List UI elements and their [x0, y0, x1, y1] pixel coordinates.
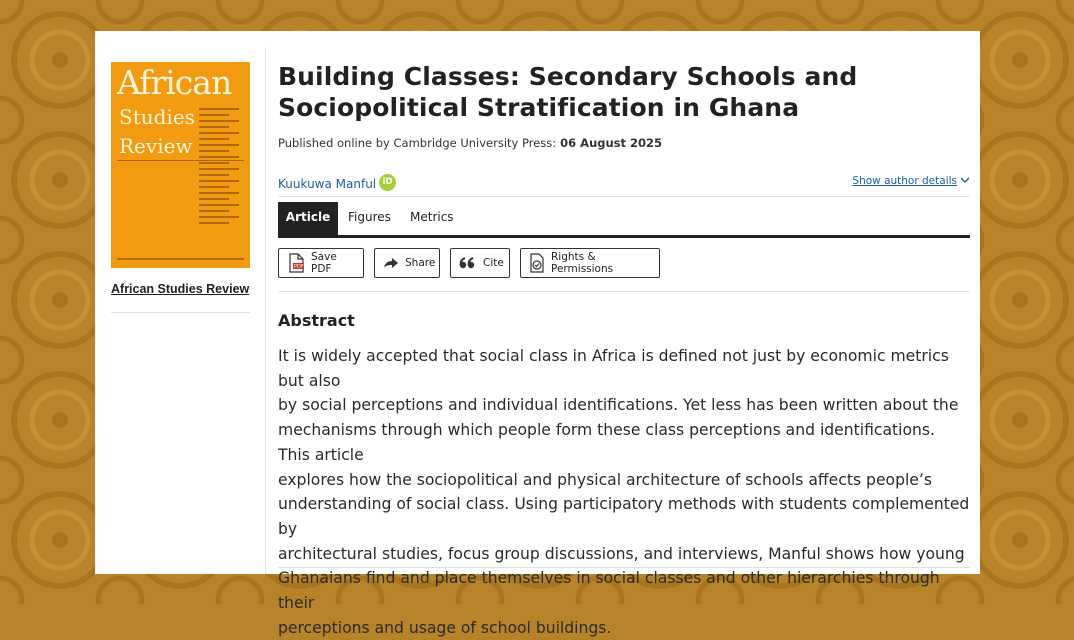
cover-footer-line	[117, 258, 244, 260]
tab-metrics[interactable]: Metrics	[410, 210, 454, 224]
cover-title-review: Review	[119, 134, 193, 158]
show-author-details-link[interactable]	[852, 175, 970, 187]
save-pdf-button[interactable]	[278, 248, 364, 278]
abstract-line: explores how the sociopolitical and physical architecture of schools affects people’s	[278, 470, 932, 489]
abstract-body	[278, 344, 970, 640]
sidebar-divider	[111, 312, 250, 313]
abstract-line: Ghanaians find and place themselves in social classes and other hierarchies through their	[278, 569, 940, 613]
rights-permissions-button[interactable]	[520, 248, 660, 278]
published-date: 06 August 2025	[560, 136, 663, 150]
rights-permissions-label: Rights & Permissions	[551, 251, 614, 275]
publication-info	[278, 136, 970, 150]
abstract-line: architectural studies, focus group discussions, and interviews, Manful shows how young	[278, 544, 965, 563]
chevron-down-icon	[960, 176, 970, 187]
abstract-line: by social perceptions and individual identifications. Yet less has been written about the	[278, 396, 959, 415]
save-pdf-label: Save PDF	[311, 251, 337, 275]
journal-cover[interactable]	[111, 62, 250, 268]
cite-label: Cite	[483, 257, 504, 269]
cover-title-studies: Studies	[119, 105, 195, 129]
journal-sidebar	[111, 62, 250, 313]
orcid-icon[interactable]: iD	[379, 174, 396, 191]
article-card	[95, 31, 980, 637]
share-label: Share	[405, 257, 436, 269]
abstract-line: understanding of social class. Using participatory methods with students complemented by	[278, 495, 970, 538]
article-toolbar	[278, 248, 970, 281]
rights-icon	[529, 253, 545, 273]
tab-article[interactable]: Article	[278, 202, 338, 235]
bottom-divider	[278, 567, 970, 568]
cover-contents-lines	[199, 108, 245, 228]
toolbar-divider	[278, 291, 970, 292]
share-button[interactable]	[374, 248, 440, 278]
journal-name-link[interactable]: African Studies Review	[111, 282, 250, 296]
column-divider	[265, 47, 266, 574]
share-arrow-icon	[383, 257, 399, 269]
author-divider	[278, 196, 970, 197]
article-tabs	[278, 202, 970, 238]
article-title: Building Classes: Secondary Schools and Sociopolitical Stratification in Ghana	[278, 62, 858, 122]
quote-icon	[459, 257, 477, 269]
cover-title-african: African	[117, 63, 232, 102]
pdf-icon	[287, 253, 305, 273]
tab-figures[interactable]: Figures	[348, 210, 391, 224]
published-prefix: Published online by Cambridge University Press:	[278, 136, 557, 150]
cite-button[interactable]	[450, 248, 510, 278]
show-author-details-label: Show author details	[852, 175, 957, 187]
abstract-line: perceptions and usage of school buildings.	[278, 618, 612, 637]
abstract-line: It is widely accepted that social class in Africa is defined not just by economic metrics but also	[278, 347, 949, 390]
abstract-line: mechanisms through which people form these class perceptions and identifications. This article	[278, 421, 936, 464]
svg-text:PDF: PDF	[294, 264, 304, 270]
abstract-heading: Abstract	[278, 311, 355, 330]
author-row	[278, 173, 970, 193]
author-link[interactable]: Kuukuwa Manful	[278, 177, 377, 191]
article-main	[278, 61, 970, 640]
